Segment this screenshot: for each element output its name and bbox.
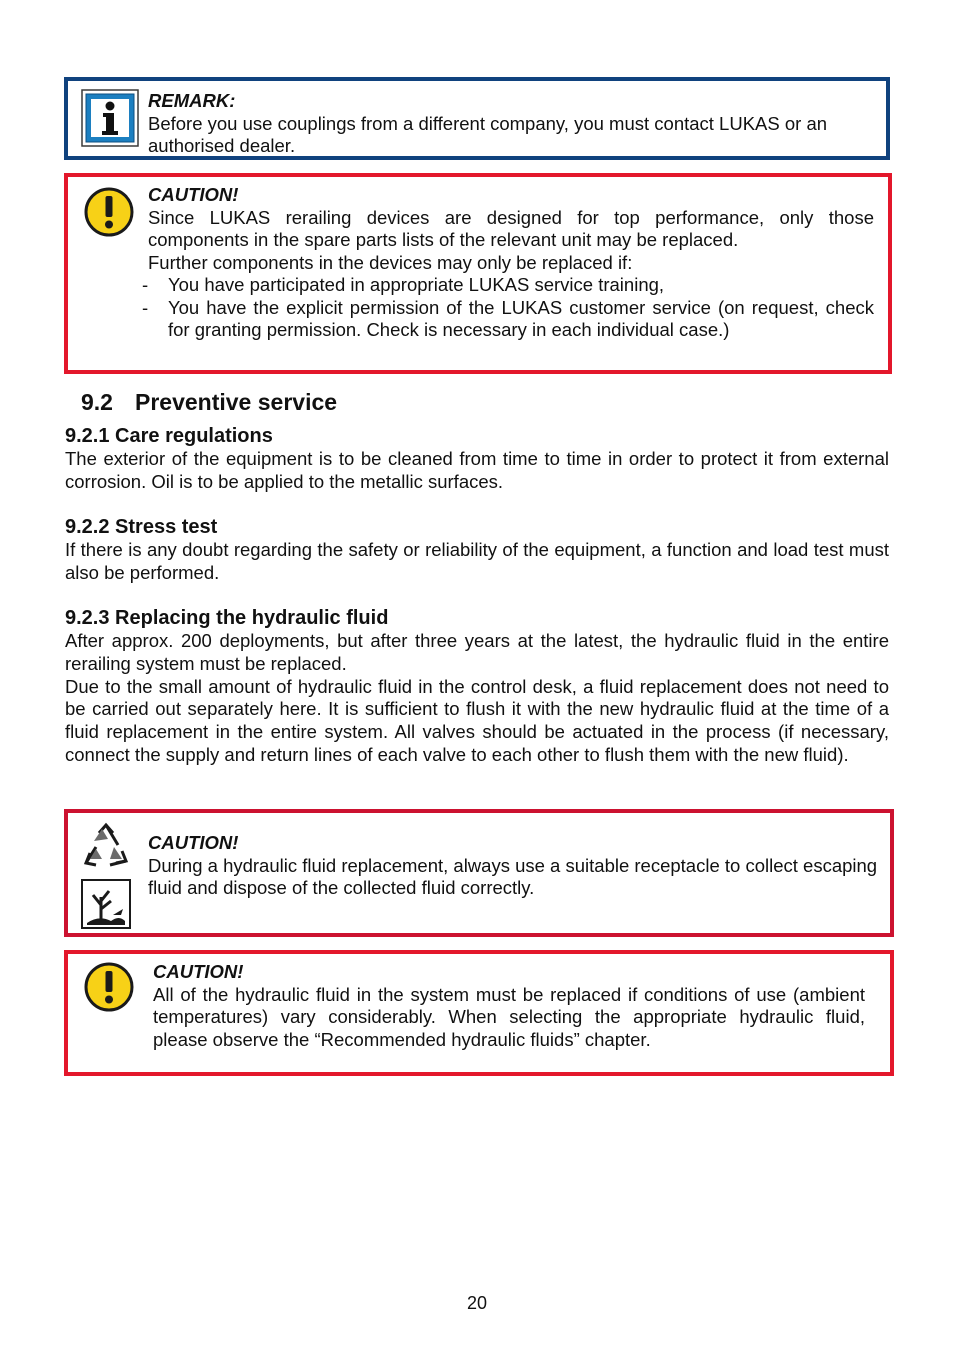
list-item [142,274,874,297]
environmental-hazard-icon [81,879,131,934]
subsection-paragraph-1: After approx. 200 deployments, but after three years at the latest, the hydraulic fluid in the entire rerailing system must be replaced. [65,630,889,674]
caution-label: CAUTION! [148,184,239,205]
caution-spare-parts-box [64,173,892,374]
list-dash: - [142,296,149,318]
subsection-title: 9.2.2 Stress test [65,516,218,538]
subsection-title: 9.2.1 Care regulations [65,425,273,447]
list-dash: - [142,274,149,295]
subsection-paragraph-2: Due to the small amount of hydraulic fluid in the control desk, a fluid replacement does not need to be carried out separately here. It is sufficient to flush it with the new hydraulic fluid at the time of a fluid replacement in the entire system. All valves should be actuated in the process (if necessary, connect the supply and return lines of each valve to each other to flush them with the new fluid). [65,675,889,765]
caution-text: Since LUKAS rerailing devices are designed for top performance, only those components in the spare parts lists of the relevant unit may be replaced. [148,206,874,250]
caution-text: During a hydraulic fluid replacement, always use a suitable receptacle to collect escaping fluid and dispose of the collected fluid correctly. [148,854,878,898]
section-care-regulations [65,425,889,494]
caution-environment-content [148,832,878,900]
list-item [142,297,874,342]
recycling-icon [80,821,132,878]
section-stress-test [65,516,889,585]
info-icon [81,89,139,152]
caution-label: CAUTION! [153,961,244,982]
caution-spare-parts-content [142,184,874,342]
list-item-text: You have participated in appropriate LUKAS service training, [168,274,665,295]
list-item-text: You have the explicit permission of the LUKAS customer service (on request, check for granting permission. Check is necessary in each individual case.) [168,296,874,340]
caution-fluid-content [153,961,865,1051]
caution-text: All of the hydraulic fluid in the system must be replaced if conditions of use (ambient temperatures) vary considerably. When selecting the appropriate hydraulic fluid, please observe the “Recommended hydraulic fluids” chapter. [153,983,865,1050]
remark-content [148,90,873,158]
warning-icon [84,962,134,1017]
remark-text: Before you use couplings from a different company, you must contact LUKAS or an authorised dealer. [148,112,828,156]
remark-label: REMARK: [148,90,236,111]
section-number: 9.2 [81,389,113,415]
page-number: 20 [466,1293,488,1313]
section-heading-9-2 [81,389,337,416]
subsection-text: If there is any doubt regarding the safety or reliability of the equipment, a function and load test must also be performed. [65,539,889,583]
subsection-text: The exterior of the equipment is to be cleaned from time to time in order to protect it from external corrosion. Oil is to be applied to the metallic surfaces. [65,448,889,492]
remark-box [64,77,890,160]
section-title: Preventive service [135,389,338,415]
caution-fluid-box [64,950,894,1076]
caution-label: CAUTION! [148,832,239,853]
caution-environment-box [64,809,894,937]
subsection-title: 9.2.3 Replacing the hydraulic fluid [65,607,389,629]
caution-intro: Further components in the devices may only be replaced if: [148,251,633,273]
warning-icon [84,187,134,242]
section-replacing-hydraulic-fluid [65,607,889,767]
